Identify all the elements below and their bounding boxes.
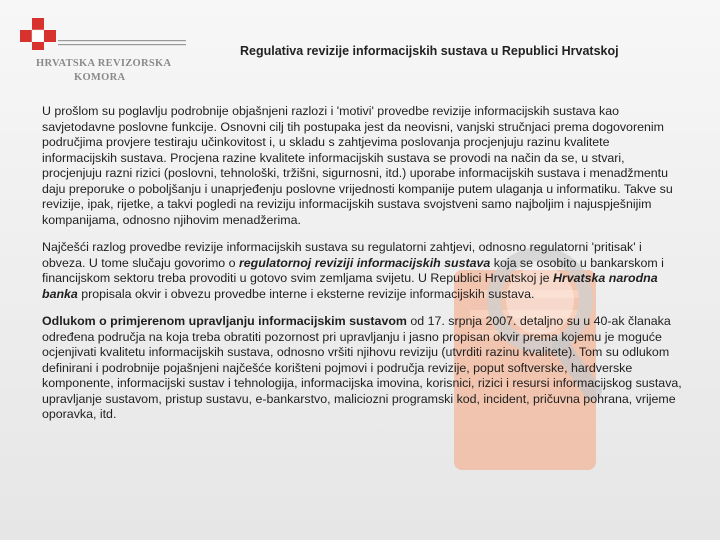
emphasis-decision-title: Odlukom o primjerenom upravljanju informacijskim sustavom — [42, 314, 407, 328]
paragraph-2-text-a: Najčešći razlog provedbe revizije informacijskih sustava su regulatorni zahtjevi, odnosno regulatorni 'pritisak' i obveza. U tome slučaju govorimo o — [42, 240, 642, 270]
emphasis-regulatory-audit: regulatornoj reviziji informacijskih sustava — [238, 255, 491, 270]
page-title: Regulativa revizije informacijskih sustava u Republici Hrvatskoj — [240, 44, 619, 58]
paragraph-3-text-b: od 17. srpnja 2007. detaljno su u 40-ak članaka određena područja na koja treba obratiti pozornost pri upravljanju i jasno propisan okvir prema kojemu je moguće ocjenjivati kvalitetu informacijskih sustava, odnosno vršiti njihovu reviziju (utvrditi razinu kvalitete). Tom su odlukom definirani i podrobnije pojašnjeni najčešće korišteni pojmovi i područja revizije, poput softverske, hardverske komponente, informacijski sustav i tehnologija, informacijska imovina, korisnici, rizici i resursi informacijskog sustava, upravljanje sustavom, pristup sustavu, e-bankarstvo, maliciozni programski kod, incident, pričuvna pohrana, vrijeme oporavka, itd. — [42, 314, 682, 421]
paragraph-2-text-c: koja se osobito u bankarskom i financijskom sektoru treba provoditi u gotovo svim zemljama svijetu. U Republici Hrvatskoj je — [42, 255, 664, 285]
body-content — [42, 104, 682, 435]
logo — [10, 14, 190, 83]
logo-text-line1: HRVATSKA REVIZORSKA — [36, 58, 172, 69]
emphasis-hnb: Hrvatska narodna banka — [42, 271, 658, 301]
logo-mark-icon — [10, 14, 190, 58]
paragraph-2 — [42, 240, 682, 302]
paragraph-3 — [42, 314, 682, 423]
paragraph-2-text-e: propisala okvir i obvezu provedbe interne i eksterne revizije informacijskih sustava. — [77, 286, 535, 301]
logo-text-line2: KOMORA — [74, 72, 126, 83]
paragraph-1: U prošlom su poglavlju podrobnije objašnjeni razlozi i 'motivi' provedbe revizije informacijskih sustava kao savjetodavne poslovne funkcije. Osnovni cilj tih postupaka jest da neovisni, vanjski stručnjaci prema dogovorenim područjima provjere testiraju učinkovitost i, u skladu s zahtjevima poslovanja procjenjuju razinu kvalitete informacijskih sustava. Procjena razine kvalitete informacijskih sustava se provodi na način da se, u stvari, procjenjuju razni rizici (poslovni, tehnološki, tržišni, sigurnosni, itd.) uporabe informacijskih sustava i menadžmentu daju preporuke o poboljšanju i unaprjeđenju poslovne vrijednosti kompanije putem ulaganja u informatiku. Takve su revizije, ipak, rijetke, a takvi pogledi na reviziju informacijskih sustava svojstveni samo najboljim i najuspješnijim kompanijama, odnosno njihovim menadžerima. — [42, 104, 673, 227]
